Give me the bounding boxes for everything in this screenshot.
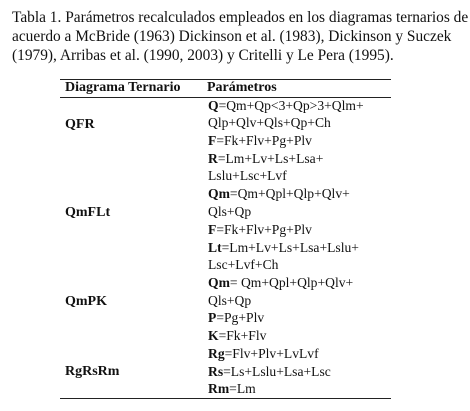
parameter-line — [208, 204, 251, 220]
parameter-key: Rs — [208, 364, 224, 379]
caption-line-3: (1979), Arribas et al. (1990, 2003) y Critelli y Le Pera (1995). — [12, 47, 394, 64]
caption-line-1: Tabla 1. Parámetros recalculados empleados en los diagramas ternarios de — [12, 9, 469, 26]
parameter-line — [208, 133, 312, 149]
parameter-formula: =Lm — [229, 381, 256, 396]
parameter-formula: =Lm+Lv+Ls+Lsa+Lslu+ — [221, 240, 359, 255]
header-parameters: Parámetros — [207, 80, 277, 95]
parameter-formula: =Qm+Qp<3+Qp>3+Qlm+ — [218, 98, 364, 113]
parameter-line — [208, 310, 264, 326]
parameter-formula: = Qm+Qpl+Qlp+Qlv+ — [229, 275, 354, 290]
parameter-formula: =Lm+Lv+Ls+Lsa+ — [217, 151, 324, 166]
parameter-key: R — [208, 151, 218, 166]
parameter-key: P — [208, 310, 217, 325]
parameter-line — [208, 275, 353, 291]
parameter-key: Q — [208, 98, 219, 113]
parameter-key: F — [208, 133, 217, 148]
parameter-line — [208, 98, 364, 114]
parameter-key: Lt — [208, 240, 222, 255]
parameter-line — [208, 222, 312, 238]
parameter-formula: =Qm+Qpl+Qlp+Qlv+ — [229, 186, 350, 201]
parameter-line — [208, 293, 251, 309]
parameter-line — [208, 240, 359, 256]
parameter-formula: Lsc+Lvf+Ch — [208, 257, 279, 272]
parameter-formula: =Flv+Plv+LvLvf — [224, 346, 319, 361]
parameter-line — [208, 364, 331, 380]
parameter-formula: =Fk+Flv+Pg+Plv — [216, 133, 312, 148]
parameter-formula: =Ls+Lslu+Lsa+Lsc — [223, 364, 331, 379]
parameter-formula: Qls+Qp — [208, 293, 252, 308]
parameter-line — [208, 328, 266, 344]
parameter-key: Qm — [208, 275, 230, 290]
parameter-line — [208, 346, 319, 362]
table-bottom-rule — [60, 398, 391, 399]
parameter-line — [208, 186, 350, 202]
diagram-qfr: QFR — [65, 117, 95, 132]
parameter-formula: =Fk+Flv — [218, 328, 267, 343]
caption-line-2 — [12, 27, 464, 46]
parameter-line — [208, 168, 287, 184]
parameter-key: K — [208, 328, 219, 343]
diagram-qmpk: QmPK — [65, 294, 107, 309]
header-diagram: Diagrama Ternario — [65, 80, 181, 95]
parameter-formula: =Fk+Flv+Pg+Plv — [216, 222, 312, 237]
parameter-line — [208, 257, 278, 273]
parameter-line — [208, 151, 323, 167]
diagram-rgrsrm: RgRsRm — [65, 364, 120, 379]
parameter-formula: Qls+Qp — [208, 204, 252, 219]
parameter-line — [208, 115, 331, 131]
parameter-formula: Lslu+Lsc+Lvf — [208, 168, 287, 183]
parameter-key: Rm — [208, 381, 230, 396]
parameter-formula: =Pg+Plv — [216, 310, 265, 325]
caption-line-2-text: acuerdo a McBride (1963) Dickinson et al. (1983), Dickinson y Suczek — [12, 28, 452, 45]
parameter-key: Rg — [208, 346, 225, 361]
parameter-key: Qm — [208, 186, 230, 201]
parameter-key: F — [208, 222, 217, 237]
diagram-qmflt: QmFLt — [65, 205, 111, 220]
parameter-line — [208, 381, 256, 397]
table-caption — [12, 8, 469, 65]
parameter-formula: Qlp+Qlv+Qls+Qp+Ch — [208, 115, 331, 130]
